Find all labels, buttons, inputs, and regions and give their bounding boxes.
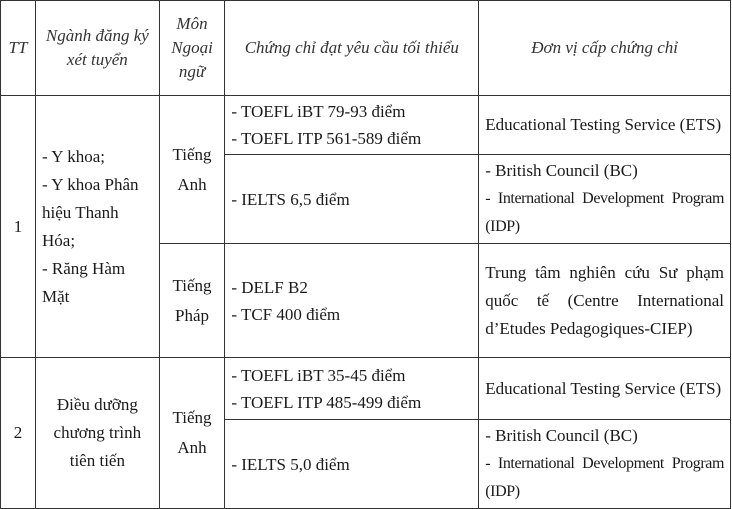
language-cell: Tiếng Anh	[159, 96, 225, 244]
issuer-item: - British Council (BC)	[485, 161, 638, 180]
header-language: Môn Ngoại ngữ	[159, 1, 225, 96]
table-row	[1, 96, 731, 155]
issuer-item: - British Council (BC)	[485, 426, 638, 445]
row-number: 1	[1, 96, 36, 358]
major-item: - Y khoa Phân hiệu Thanh Hóa;	[42, 174, 139, 250]
issuer-cell	[479, 155, 731, 244]
certificate-cell	[225, 96, 479, 155]
certificate-item: - IELTS 6,5 điểm	[231, 189, 350, 209]
issuer-cell	[479, 420, 731, 509]
issuer-item: - International Development Program (IDP)	[485, 455, 724, 500]
major-cell	[36, 96, 160, 358]
certificate-item: - TOEFL iBT 79-93 điểm	[231, 102, 406, 121]
table-row	[1, 358, 731, 420]
issuer-item: Educational Testing Service (ETS)	[485, 115, 722, 134]
header-tt: TT	[1, 1, 36, 96]
certificate-cell	[225, 358, 479, 420]
certificate-cell	[225, 155, 479, 244]
issuer-item: - International Development Program (IDP)	[485, 190, 724, 235]
row-number: 2	[1, 358, 36, 509]
header-certificate: Chứng chỉ đạt yêu cầu tối thiểu	[225, 1, 479, 96]
issuer-item: Educational Testing Service (ETS)	[485, 378, 722, 398]
certificate-cell	[225, 244, 479, 358]
major-item: Điều dưỡng chương trình tiên tiến	[53, 395, 142, 470]
language-cell: Tiếng Anh	[159, 358, 225, 509]
major-item: - Răng Hàm Mặt	[42, 258, 126, 306]
certificate-item: - TOEFL iBT 35-45 điểm	[231, 365, 406, 385]
issuer-cell	[479, 96, 731, 155]
certificate-item: - IELTS 5,0 điểm	[231, 454, 350, 474]
header-major: Ngành đăng ký xét tuyển	[36, 1, 160, 96]
certificate-item: - TOEFL ITP 561-589 điểm	[231, 129, 422, 148]
issuer-item: Trung tâm nghiên cứu Sư phạm quốc tế (Centre International d’Etudes Pedagogiques-CIEP)	[485, 262, 724, 338]
certificate-cell	[225, 420, 479, 509]
language-cell: Tiếng Pháp	[159, 244, 225, 358]
certificate-item: - TOEFL ITP 485-499 điểm	[231, 392, 422, 412]
certificate-item: - TCF 400 điểm	[231, 304, 341, 324]
major-item: - Y khoa;	[42, 146, 105, 166]
issuer-cell	[479, 244, 731, 358]
major-cell	[36, 358, 160, 509]
header-issuer: Đơn vị cấp chứng chỉ	[479, 1, 731, 96]
header-row	[1, 1, 731, 96]
issuer-cell	[479, 358, 731, 420]
certificate-item: - DELF B2	[231, 277, 308, 297]
